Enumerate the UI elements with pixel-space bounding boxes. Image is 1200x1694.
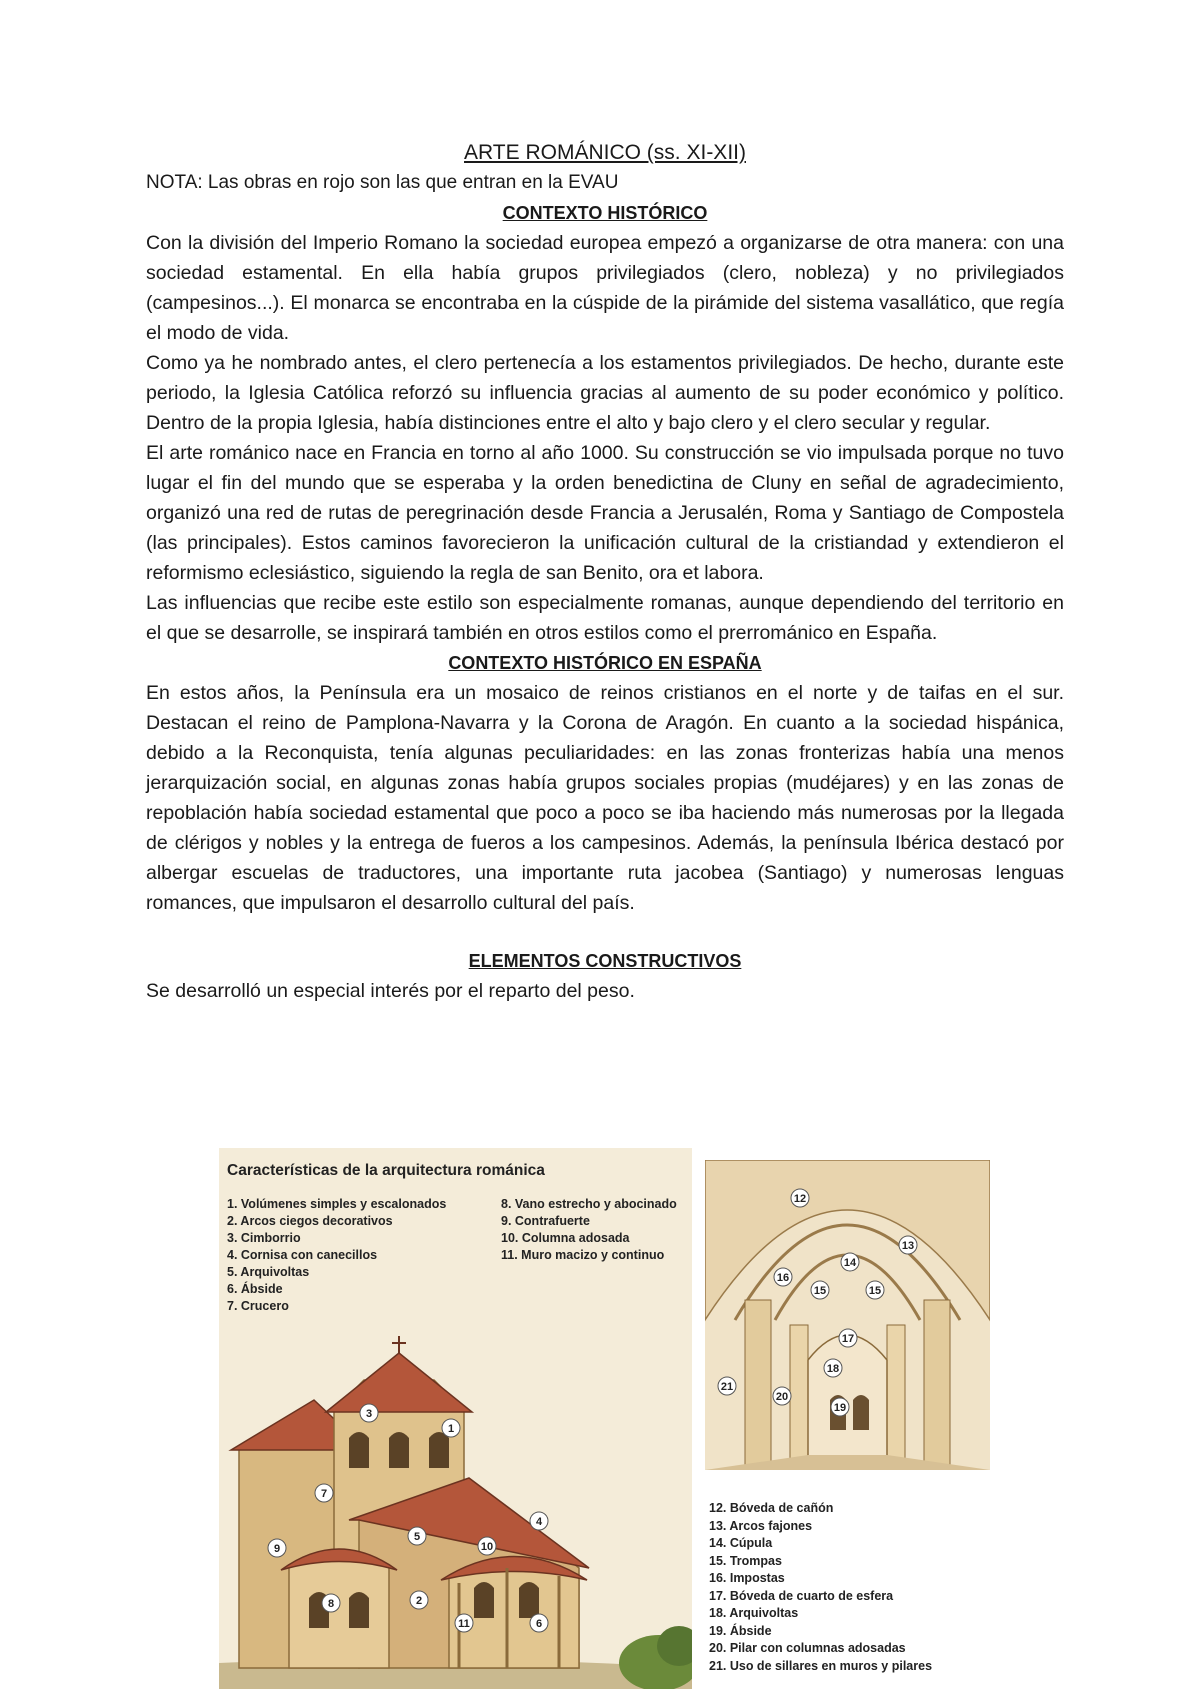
window-shape (429, 1432, 449, 1468)
marker-label: 10 (480, 1541, 494, 1553)
marker-label: 3 (365, 1408, 373, 1420)
marker-label: 21 (720, 1381, 734, 1393)
legend-item: 20. Pilar con columnas adosadas (709, 1641, 906, 1655)
window-shape (519, 1582, 539, 1618)
marker-label: 9 (273, 1543, 281, 1555)
paragraph: Como ya he nombrado antes, el clero pertenecía a los estamentos privilegiados. De hecho, durante este periodo, la Iglesia Católica reforzó su influencia gracias al aumento de su poder económico y político. Dentro de la propia Iglesia, había distinciones entre el alto y bajo clero y el clero secular y regular. (146, 352, 1064, 434)
spacer (146, 918, 1064, 946)
pillar-shape (790, 1325, 808, 1465)
window-shape (389, 1432, 409, 1468)
marker-label: 18 (826, 1363, 840, 1375)
legend-item: 18. Arquivoltas (709, 1606, 799, 1620)
legend-item: 11. Muro macizo y continuo (501, 1248, 665, 1262)
church-interior-illustration (705, 1160, 990, 1470)
legend-item: 8. Vano estrecho y abocinado (501, 1197, 677, 1211)
legend-item: 6. Ábside (227, 1282, 283, 1296)
pillar-shape (924, 1300, 950, 1470)
marker-label: 4 (535, 1516, 543, 1528)
legend-item: 14. Cúpula (709, 1536, 773, 1550)
legend-item: 9. Contrafuerte (501, 1214, 590, 1228)
legend-item: 21. Uso de sillares en muros y pilares (709, 1658, 933, 1673)
marker-label: 7 (320, 1488, 328, 1500)
marker-label: 15 (813, 1285, 827, 1297)
note-text: NOTA: Las obras en rojo son las que entran en la EVAU (146, 172, 619, 193)
interior-legend (709, 1500, 989, 1675)
legend-item: 7. Crucero (227, 1299, 289, 1313)
legend-item: 17. Bóveda de cuarto de esfera (709, 1588, 894, 1603)
section-heading-contexto: CONTEXTO HISTÓRICO (502, 203, 708, 223)
tower-roof-shape (326, 1353, 472, 1412)
marker-label: 1 (447, 1423, 455, 1435)
legend-item: 3. Cimborrio (227, 1231, 301, 1245)
apse-shape (808, 1335, 887, 1460)
paragraph: Se desarrolló un especial interés por el reparto del peso. (146, 980, 635, 1002)
marker-label: 11 (458, 1618, 470, 1630)
page-title: ARTE ROMÁNICO (ss. XI-XII) (464, 141, 746, 164)
marker-label: 5 (413, 1531, 421, 1543)
window-shape (853, 1395, 869, 1430)
side-apse-shape (289, 1556, 389, 1669)
marker-label: 16 (776, 1272, 790, 1284)
window-shape (474, 1582, 494, 1618)
exterior-panel (219, 1148, 692, 1689)
legend-item: 4. Cornisa con canecillos (227, 1248, 378, 1262)
section-heading-elementos: ELEMENTOS CONSTRUCTIVOS (468, 951, 742, 971)
window-shape (349, 1592, 369, 1628)
marker-label: 2 (415, 1595, 423, 1607)
legend-item: 10. Columna adosada (501, 1231, 630, 1245)
romanesque-architecture-figure (219, 1148, 990, 1689)
section-heading-espana: CONTEXTO HISTÓRICO EN ESPAÑA (448, 653, 762, 673)
marker-label: 15 (868, 1285, 882, 1297)
legend-item: 19. Ábside (709, 1623, 772, 1638)
legend-item: 16. Impostas (709, 1571, 785, 1585)
paragraph: En estos años, la Península era un mosaico de reinos cristianos en el norte y de taifas en el sur. Destacan el reino de Pamplona-Navarra y la Corona de Aragón. En cuanto a la sociedad hispánica, debido a la Reconquista, tenía algunas peculiaridades: en las zonas fronterizas había una menos jerarquización social, en algunas zonas había grupos sociales propias (mudéjares) y en las zonas de repoblación había sociedad estamental que poco a poco se iba haciendo más numerosas por la llegada de clérigos y nobles y la entrega de fueros a los campesinos. Además, la península Ibérica destacó por albergar escuelas de traductores, una importante ruta jacobea (Santiago) y numerosas lenguas romances, que impulsaron el desarrollo cultural del país. (146, 682, 1064, 914)
paragraph: Con la división del Imperio Romano la sociedad europea empezó a organizarse de otra manera: con una sociedad estamental. En ella había grupos privilegiados (clero, nobleza) y no privilegiados (campesinos...). El monarca se encontraba en la cúspide de la pirámide del sistema vasallático, que regía el modo de vida. (146, 232, 1064, 344)
paragraph: Las influencias que recibe este estilo son especialmente romanas, aunque dependiendo del territorio en el que se desarrolle, se inspirará también en otros estilos como el prerrománico en España. (146, 592, 1064, 644)
pillar-shape (745, 1300, 771, 1470)
legend-item: 13. Arcos fajones (709, 1518, 813, 1533)
marker-label: 17 (841, 1333, 855, 1345)
interior-panel (705, 1160, 990, 1689)
legend-item: 12. Bóveda de cañón (709, 1501, 834, 1515)
marker-label: 13 (901, 1240, 915, 1252)
window-shape (349, 1432, 369, 1468)
marker-label: 14 (843, 1257, 857, 1269)
marker-label: 12 (793, 1193, 807, 1205)
document-page (146, 138, 1064, 1006)
church-exterior-illustration (219, 1148, 692, 1689)
marker-label: 20 (775, 1391, 789, 1403)
marker-label: 6 (535, 1618, 543, 1630)
marker-label: 19 (833, 1402, 847, 1414)
legend-item: 2. Arcos ciegos decorativos (227, 1214, 393, 1228)
paragraph: El arte románico nace en Francia en torno al año 1000. Su construcción se vio impulsada porque no tuvo lugar el fin del mundo que se esperaba y la orden benedictina de Cluny en señal de agradecimiento, organizó una red de rutas de peregrinación desde Francia a Jerusalén, Roma y Santiago de Compostela (las principales). Estos caminos favorecieron la unificación cultural de la cristiandad y extendieron el reformismo eclesiástico, siguiendo la regla de san Benito, ora et labora. (146, 442, 1064, 584)
legend-item: 15. Trompas (709, 1553, 782, 1568)
figure-title: Características de la arquitectura románica (227, 1162, 545, 1179)
pillar-shape (887, 1325, 905, 1465)
legend-item: 1. Volúmenes simples y escalonados (227, 1197, 447, 1211)
marker-label: 8 (327, 1598, 335, 1610)
legend-item: 5. Arquivoltas (227, 1265, 310, 1279)
